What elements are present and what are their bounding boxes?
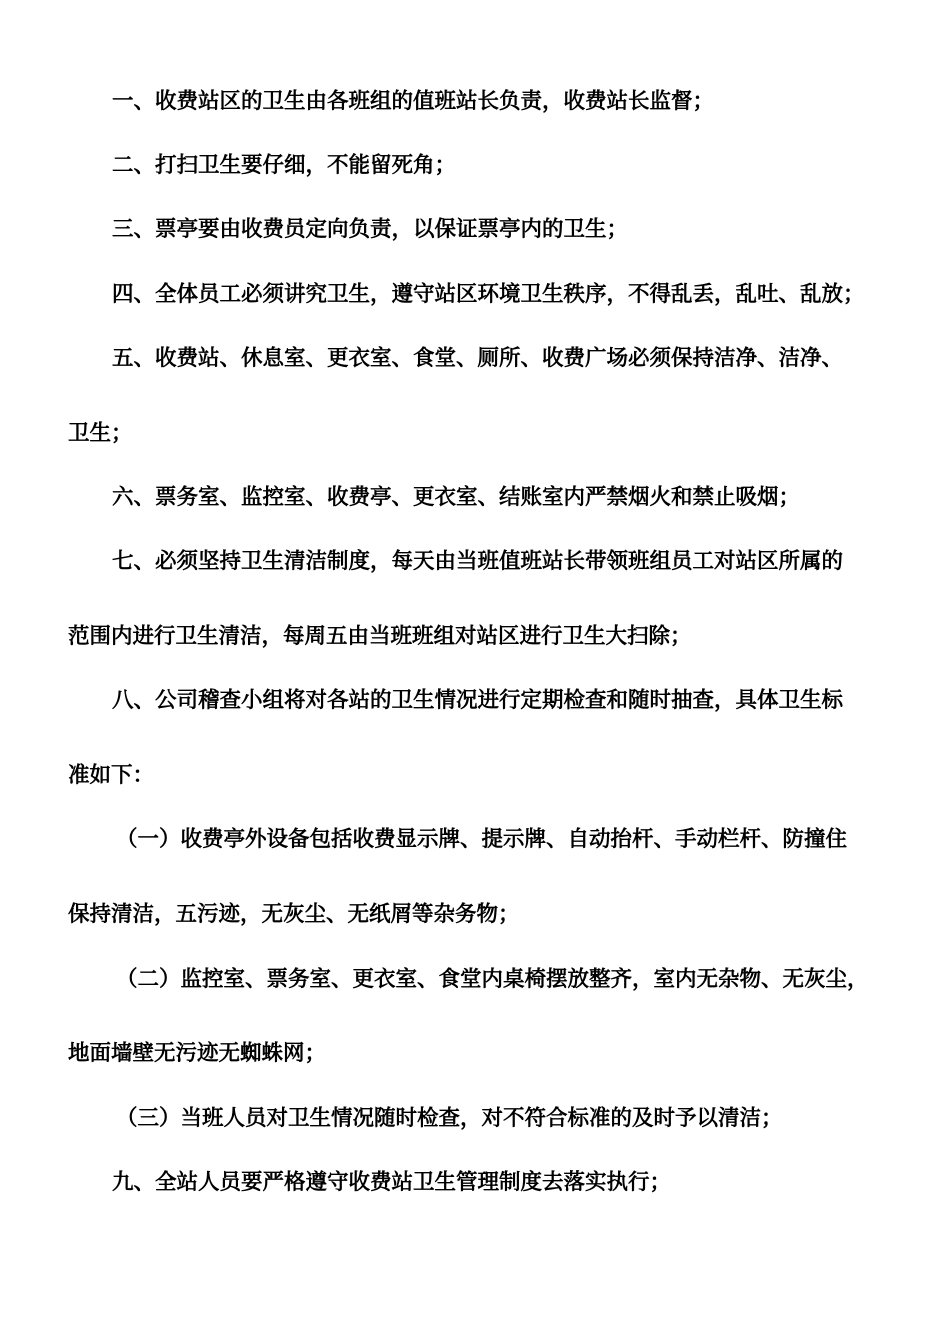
sub-rule-1-continuation: 保持清洁，五污迹，无灰尘、无纸屑等杂务物； [68,902,520,927]
rule-3-line: 三、票亭要由收费员定向负责，以保证票亭内的卫生； [112,217,629,242]
rule-9-line: 九、全站人员要严格遵守收费站卫生管理制度去落实执行； [112,1170,672,1195]
rule-5-line: 五、收费站、休息室、更衣室、食堂、厕所、收费广场必须保持洁净、洁净、 [112,346,844,371]
rule-6-line: 六、票务室、监控室、收费亭、更衣室、结账室内严禁烟火和禁止吸烟； [112,485,801,510]
rule-5-continuation: 卫生； [68,421,133,446]
sub-rule-2-line: （二）监控室、票务室、更衣室、食堂内桌椅摆放整齐，室内无杂物、无灰尘， [116,967,869,992]
sub-rule-1-line: （一）收费亭外设备包括收费显示牌、提示牌、自动抬杆、手动栏杆、防撞住 [116,827,848,852]
rule-2-line: 二、打扫卫生要仔细，不能留死角； [112,153,457,178]
rule-7-continuation: 范围内进行卫生清洁，每周五由当班班组对站区进行卫生大扫除； [68,624,692,649]
sub-rule-3-line: （三）当班人员对卫生情况随时检查，对不符合标准的及时予以清洁； [116,1106,783,1131]
rule-7-line: 七、必须坚持卫生清洁制度，每天由当班值班站长带领班组员工对站区所属的 [112,549,844,574]
rule-4-line: 四、全体员工必须讲究卫生，遵守站区环境卫生秩序，不得乱丢，乱吐、乱放； [112,282,865,307]
rule-8-line: 八、公司稽查小组将对各站的卫生情况进行定期检查和随时抽查，具体卫生标 [112,688,844,713]
rule-8-continuation: 准如下： [68,763,155,788]
sub-rule-2-continuation: 地面墙壁无污迹无蜘蛛网； [68,1041,327,1066]
rule-1-line: 一、收费站区的卫生由各班组的值班站长负责，收费站长监督； [112,89,715,114]
